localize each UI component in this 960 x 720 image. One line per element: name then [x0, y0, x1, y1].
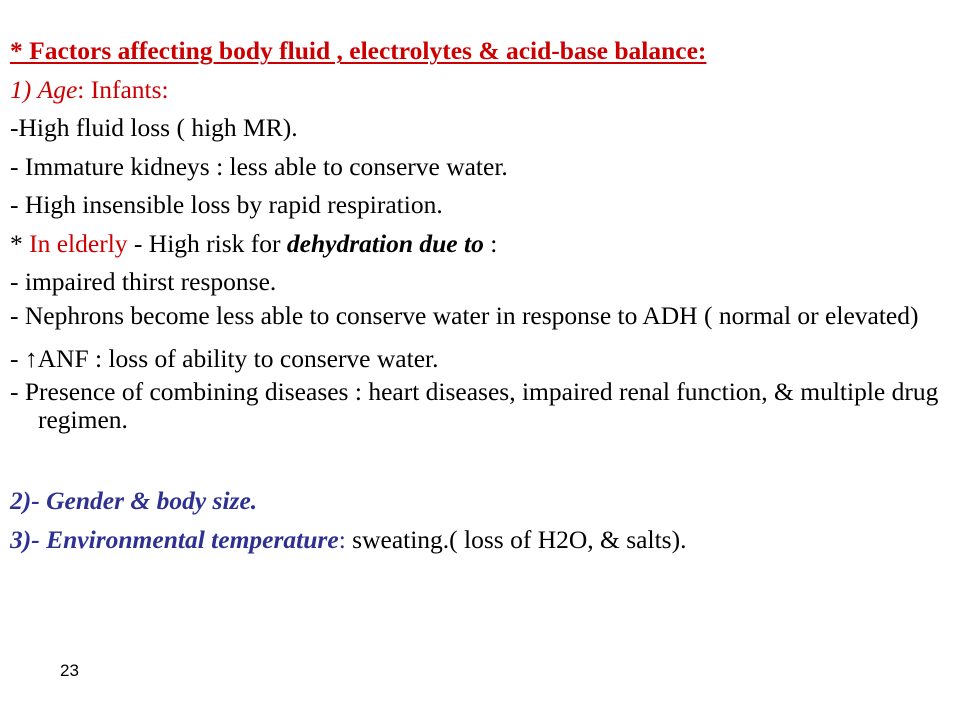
environment-heading	[10, 521, 940, 560]
infant-point-2: - Immature kidneys : less able to conserve water.	[10, 151, 508, 181]
elderly-point-4: - Presence of combining diseases : heart diseases, impaired renal function, & multiple drug regimen.	[10, 377, 939, 434]
age-heading	[10, 71, 940, 110]
environment-colon: :	[338, 524, 346, 554]
elderly-label: In elderly	[29, 228, 128, 258]
page-number: 23	[60, 661, 79, 680]
infant-point-1: -High fluid loss ( high MR).	[10, 113, 298, 142]
elderly-point-1: - impaired thirst response.	[10, 267, 277, 296]
infant-point-3: - High insensible loss by rapid respiration.	[10, 190, 443, 219]
elderly-point-2: - Nephrons become less able to conserve water in response to ADH ( normal or elevated)	[10, 300, 919, 330]
age-colon: :	[77, 74, 85, 104]
age-number: 1)	[10, 74, 32, 104]
infants-label: Infants:	[84, 74, 169, 104]
spacer	[10, 444, 940, 482]
elderly-heading	[10, 225, 940, 264]
slide-content	[10, 32, 940, 559]
elderly-emphasis: dehydration due to	[286, 228, 484, 258]
gender-heading: 2)- Gender & body size.	[10, 486, 258, 515]
environment-detail: sweating.( loss of H2O, & salts).	[345, 524, 687, 554]
age-label: Age	[37, 74, 78, 104]
slide-title: * Factors affecting body fluid , electrolytes & acid-base balance:	[10, 36, 707, 65]
elderly-star: *	[10, 228, 30, 258]
elderly-tail: :	[483, 228, 498, 258]
elderly-point-3: - ↑ANF : loss of ability to conserve water.	[10, 343, 439, 373]
elderly-mid: - High risk for	[127, 228, 287, 258]
environment-label: 3)- Environmental temperature	[10, 524, 339, 554]
